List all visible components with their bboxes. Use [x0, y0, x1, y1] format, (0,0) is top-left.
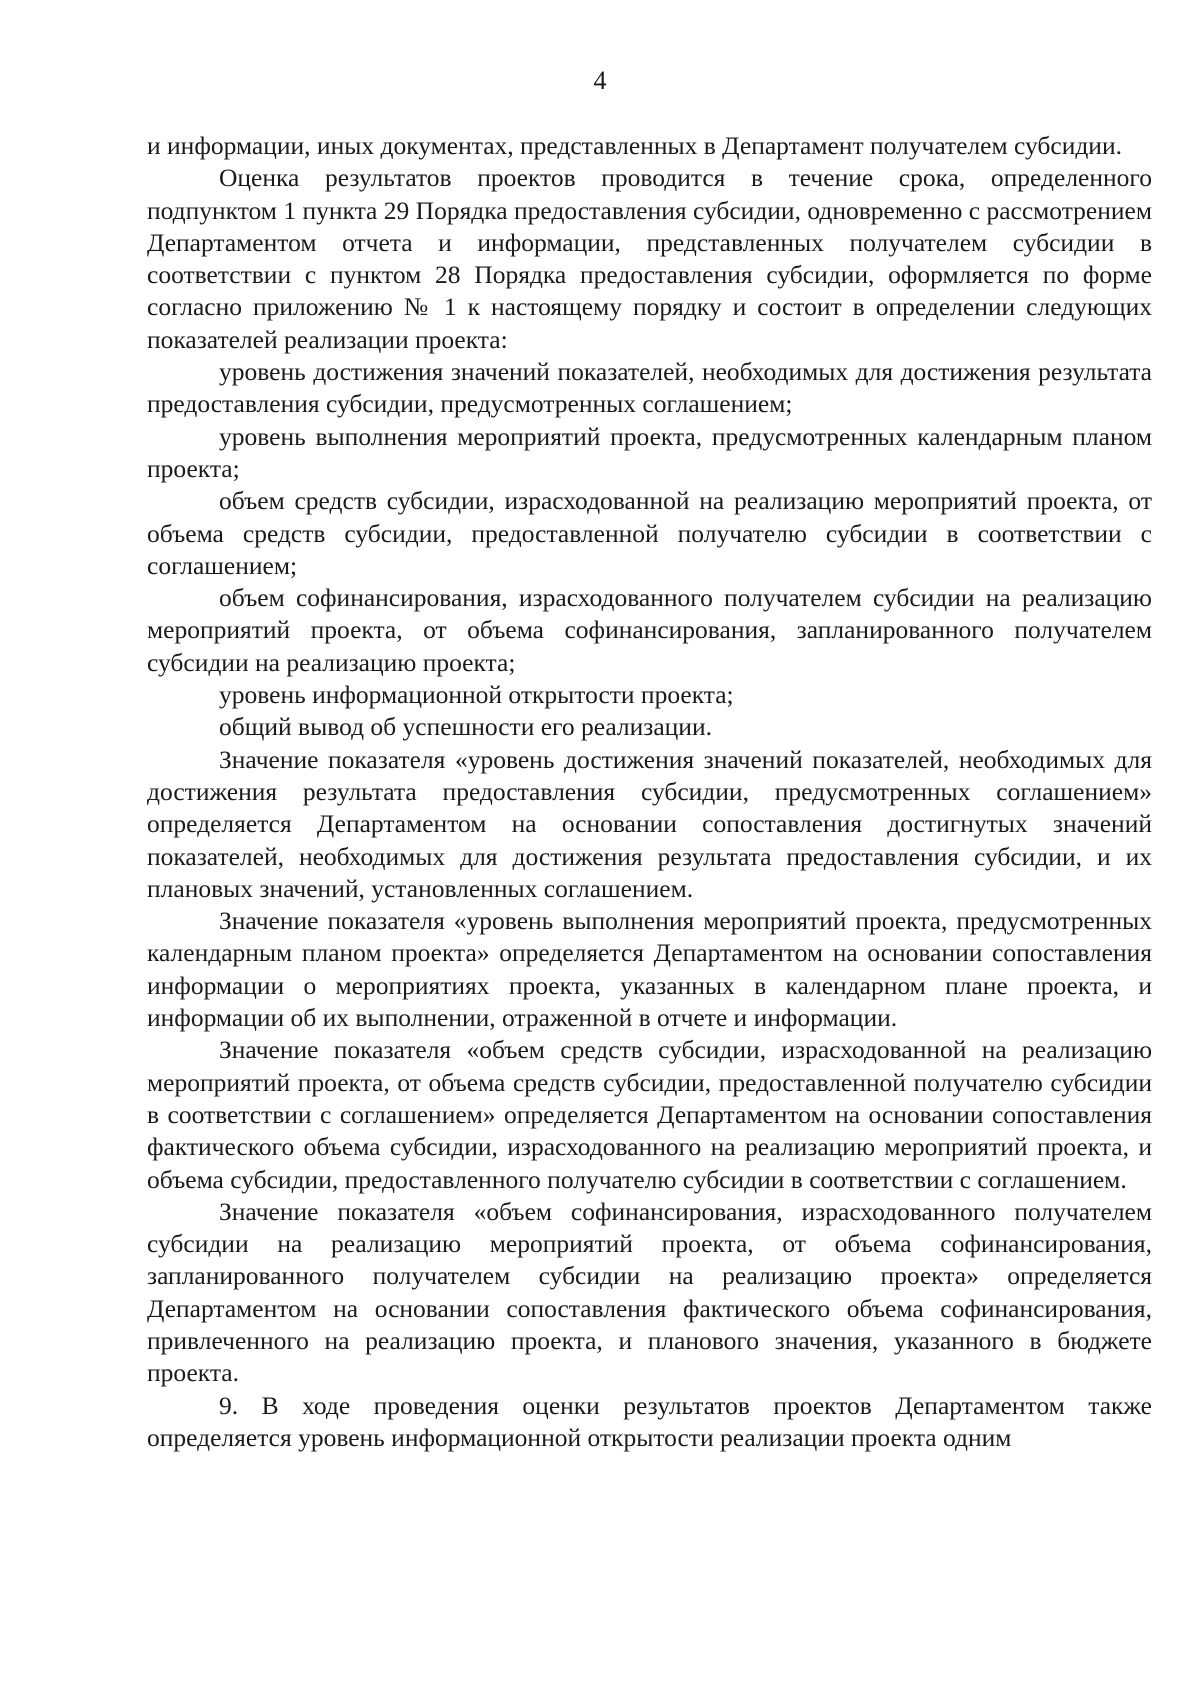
list-item-information-openness: уровень информационной открытости проекта;	[219, 680, 734, 710]
paragraph-cofinancing-spent-definition: Значение показателя «объем софинансирования, израсходованного получателем субсидии на реализацию мероприятий проекта, от объема софинансирования, запланированного получателем субсидии на реализацию проекта» определяется Департаментом на основании сопоставления фактического объема софинансирования, привлеченного на реализацию проекта, и планового значения, указанного в бюджете проекта.	[147, 1196, 1152, 1388]
list-item-overall-conclusion: общий вывод об успешности его реализации.	[219, 712, 712, 742]
list-item-cofinancing-spent: объем софинансирования, израсходованного получателем субсидии на реализацию мероприятий проекта, от объема софинансирования, запланированного получателем субсидии на реализацию проекта;	[147, 583, 1152, 677]
list-item-indicator-achievement: уровень достижения значений показателей, необходимых для достижения результата предоставления субсидии, предусмотренных соглашением;	[147, 357, 1152, 419]
document-body	[147, 130, 1152, 1454]
paragraph-continuation: и информации, иных документах, представленных в Департамент получателем субсидии.	[147, 131, 1122, 160]
paragraph-assessment-procedure: Оценка результатов проектов проводится в течение срока, определенного подпунктом 1 пункта 29 Порядка предоставления субсидии, одновременно с рассмотрением Департаментом отчета и информации, представленных получателем субсидии в соответствии с пунктом 28 Порядка предоставления субсидии, оформляется по форме согласно приложению № 1 к настоящему порядку и состоит в определении следующих показателей реализации проекта:	[147, 163, 1152, 354]
paragraph-activities-completion-definition: Значение показателя «уровень выполнения мероприятий проекта, предусмотренных календарным планом проекта» определяется Департаментом на основании сопоставления информации о мероприятиях проекта, указанных в календарном плане проекта, и информации об их выполнении, отраженной в отчете и информации.	[147, 906, 1152, 1033]
paragraph-item-9: 9. В ходе проведения оценки результатов проектов Департаментом также определяется уровень информационной открытости реализации проекта одним	[147, 1390, 1152, 1452]
paragraph-subsidy-spent-definition: Значение показателя «объем средств субсидии, израсходованной на реализацию мероприятий проекта, от объема средств субсидии, предоставленной получателю субсидии в соответствии с соглашением» определяется Департаментом на основании сопоставления фактического объема субсидии, израсходованного на реализацию мероприятий проекта, и объема субсидии, предоставленного получателю субсидии в соответствии с соглашением.	[147, 1035, 1152, 1194]
list-item-activities-completion: уровень выполнения мероприятий проекта, предусмотренных календарным планом проекта;	[147, 421, 1152, 483]
page-number: 4	[593, 66, 607, 95]
list-item-subsidy-spent: объем средств субсидии, израсходованной на реализацию мероприятий проекта, от объема средств субсидии, предоставленной получателю субсидии в соответствии с соглашением;	[147, 486, 1152, 580]
paragraph-indicator-achievement-definition: Значение показателя «уровень достижения значений показателей, необходимых для достижения результата предоставления субсидии, предусмотренных соглашением» определяется Департаментом на основании сопоставления достигнутых значений показателей, необходимых для достижения результата предоставления субсидии, и их плановых значений, установленных соглашением.	[147, 744, 1152, 903]
